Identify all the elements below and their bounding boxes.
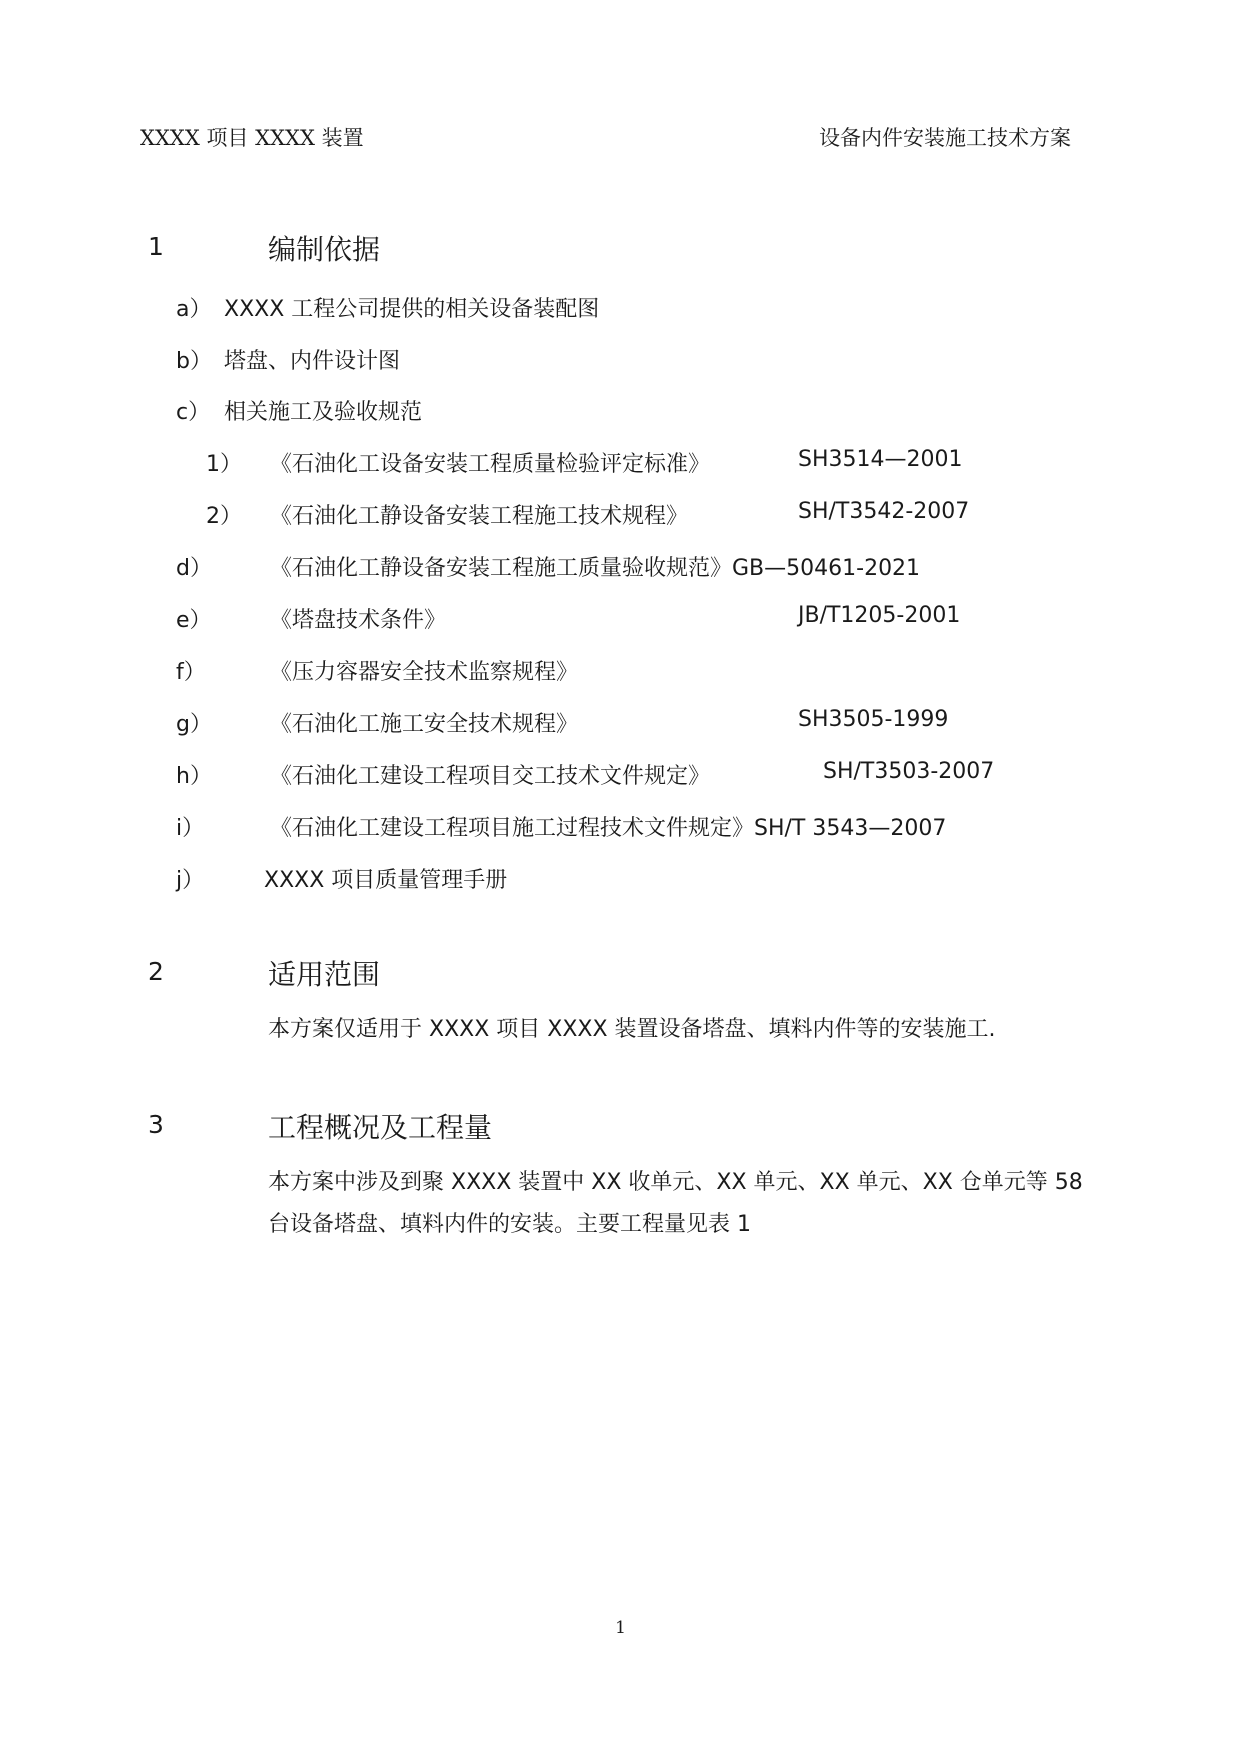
standard-code: SH/T3503-2007 — [823, 759, 995, 784]
section-paragraph: 本方案仅适用于 XXXX 项目 XXXX 装置设备塔盘、填料内件等的安装施工. — [268, 1017, 996, 1042]
section-number: 1 — [148, 232, 164, 261]
section-number: 2 — [148, 957, 164, 986]
standard-code: JB/T1205-2001 — [798, 603, 961, 628]
section-title: 工程概况及工程量 — [268, 1111, 493, 1144]
item-label: d） — [176, 556, 212, 581]
item-label: 1） — [206, 452, 242, 477]
item-label: a） — [176, 297, 212, 322]
standard-code: SH3505-1999 — [798, 707, 949, 732]
item-label: c） — [176, 400, 211, 425]
section-title: 适用范围 — [268, 958, 381, 991]
item-text: 《压力容器安全技术监察规程》 — [270, 660, 579, 685]
item-label: i） — [176, 816, 205, 841]
section-title: 编制依据 — [268, 233, 381, 266]
item-text: XXXX 项目质量管理手册 — [264, 868, 508, 893]
item-text: 《石油化工建设工程项目施工过程技术文件规定》SH/T 3543—2007 — [270, 816, 947, 841]
item-text: 相关施工及验收规范 — [224, 400, 423, 425]
item-text: 《石油化工静设备安装工程施工质量验收规范》GB—50461-2021 — [270, 556, 921, 581]
page-number: 1 — [615, 1618, 626, 1638]
item-label: j） — [176, 868, 205, 893]
item-label: e） — [176, 608, 212, 633]
item-text: 《石油化工设备安装工程质量检验评定标准》 — [270, 452, 711, 477]
standard-code: SH3514—2001 — [798, 447, 963, 472]
section-number: 3 — [148, 1110, 164, 1139]
section-paragraph-line-2: 台设备塔盘、填料内件的安装。主要工程量见表 1 — [268, 1212, 751, 1237]
item-text: 《石油化工建设工程项目交工技术文件规定》 — [270, 764, 711, 789]
standard-code: SH/T3542-2007 — [798, 499, 970, 524]
item-text: XXXX 工程公司提供的相关设备装配图 — [224, 297, 600, 322]
item-label: 2） — [206, 504, 242, 529]
item-label: h） — [176, 764, 212, 789]
item-text: 《塔盘技术条件》 — [270, 608, 447, 633]
item-label: f） — [176, 660, 206, 685]
header-project: XXXX 项目 XXXX 装置 — [140, 126, 364, 150]
header-doc-title: 设备内件安装施工技术方案 — [819, 126, 1071, 150]
item-label: g） — [176, 712, 212, 737]
item-text: 塔盘、内件设计图 — [224, 349, 401, 374]
item-text: 《石油化工静设备安装工程施工技术规程》 — [270, 504, 689, 529]
item-text: 《石油化工施工安全技术规程》 — [270, 712, 579, 737]
section-paragraph-line-1: 本方案中涉及到聚 XXXX 装置中 XX 收单元、XX 单元、XX 单元、XX 仓单元等 58 — [268, 1170, 1083, 1195]
item-label: b） — [176, 349, 212, 374]
